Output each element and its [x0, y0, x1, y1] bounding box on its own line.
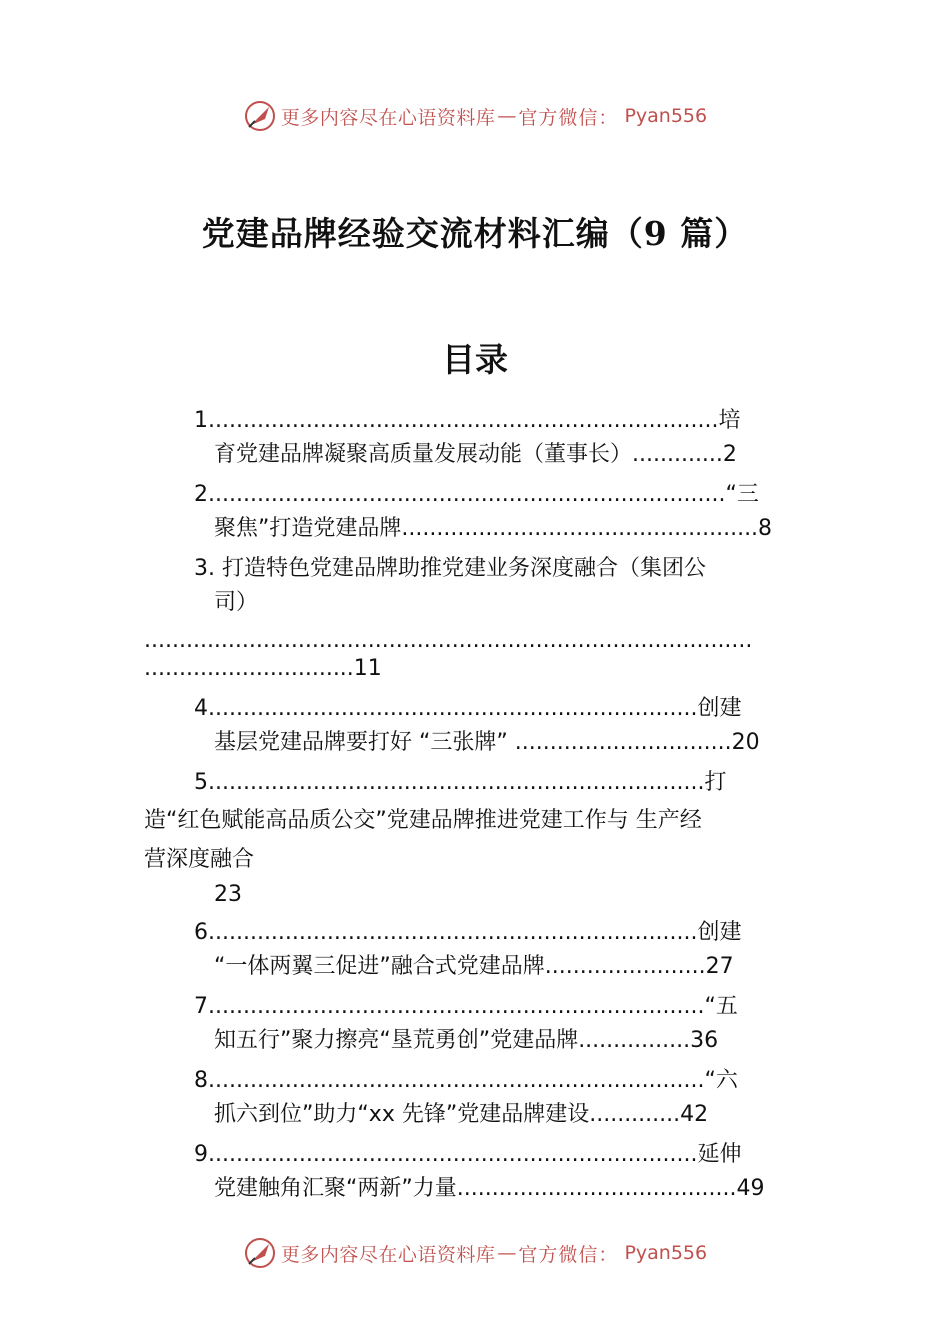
toc-entry-1-line-2: 育党建品牌凝聚高质量发展动能（董事长）.............2 — [214, 442, 737, 467]
banner-text: 更多内容尽在心语资料库 — [280, 1243, 496, 1266]
toc-entry-3-line-3: ....................................................................................... — [144, 628, 753, 653]
header-banner — [0, 96, 950, 136]
toc-heading: 目录 — [442, 340, 508, 379]
toc-entry-5-line-2: 造“红色赋能高品质公交”党建品牌推进党建工作与 生产经 — [144, 808, 702, 833]
toc-entry-9-line-2: 党建触角汇聚“两新”力量........................................49 — [214, 1176, 765, 1201]
toc-entry-7-line-1: 7.......................................................................“五 — [194, 994, 738, 1019]
banner-wechat-id: Pyan556 — [624, 1242, 708, 1264]
toc-entry-6-line-2: “一体两翼三促进”融合式党建品牌.......................27 — [214, 954, 734, 979]
toc-entry-3-line-4: ..............................11 — [144, 656, 382, 681]
toc-entry-8-line-1: 8.......................................................................“六 — [194, 1068, 738, 1093]
toc-entry-4-line-2: 基层党建品牌要打好 “三张牌” ...............................20 — [214, 730, 760, 755]
footer-banner — [0, 1233, 950, 1273]
toc-entry-5-line-3: 营深度融合 — [144, 847, 255, 872]
toc-entry-3-line-1: 3. 打造特色党建品牌助推党建业务深度融合（集团公 — [194, 556, 706, 581]
toc-entry-2-line-2: 聚焦”打造党建品牌...................................................8 — [214, 516, 773, 541]
toc-entry-8-line-2: 抓六到位”助力“xx 先锋”党建品牌建设.............42 — [214, 1102, 709, 1127]
quill-logo-icon — [243, 99, 277, 133]
banner-text: 更多内容尽在心语资料库 — [280, 106, 496, 129]
banner-wechat-label: 官方微信： — [518, 106, 619, 129]
toc-entry-6-line-1: 6......................................................................创建 — [194, 920, 742, 945]
banner-wechat-label: 官方微信： — [518, 1243, 619, 1266]
quill-logo-icon — [243, 1236, 277, 1270]
banner-dash: — — [497, 105, 517, 127]
toc-entry-4-line-1: 4......................................................................创建 — [194, 696, 742, 721]
toc-entry-9-line-1: 9......................................................................延伸 — [194, 1142, 742, 1167]
toc-entry-2-line-1: 2..........................................................................“三 — [194, 482, 759, 507]
toc-entry-7-line-2: 知五行”聚力擦亮“垦荒勇创”党建品牌................36 — [214, 1028, 719, 1053]
toc-entry-1-line-1: 1.........................................................................培 — [194, 408, 741, 433]
toc-entry-3-line-2: 司） — [214, 590, 259, 615]
toc-entry-5-line-1: 5.......................................................................打 — [194, 770, 727, 795]
document-title: 党建品牌经验交流材料汇编（9 篇） — [201, 214, 749, 253]
banner-dash: — — [497, 1242, 517, 1264]
banner-wechat-id: Pyan556 — [624, 105, 708, 127]
toc-entry-5-line-4: 23 — [214, 882, 242, 907]
